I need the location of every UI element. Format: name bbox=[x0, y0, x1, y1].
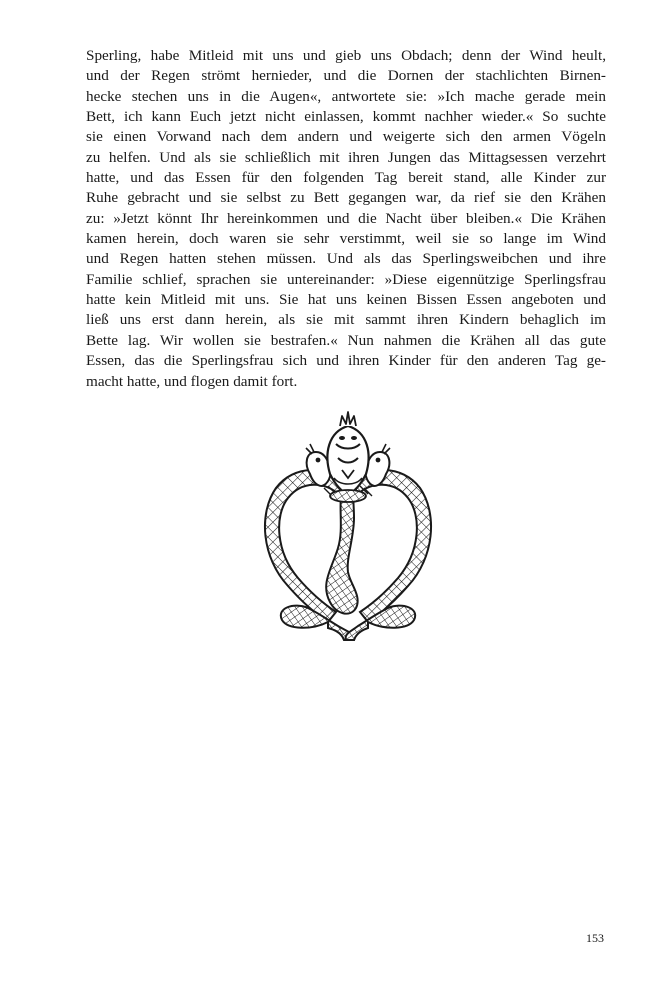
text-line-last: macht hatte, und flogen damit fort. bbox=[86, 372, 298, 390]
text-line: Ruhe gebracht und sie selbst zu Bett gegangen war, da rief sie den Krähen bbox=[86, 189, 606, 207]
text-line: und der Regen strömt hernieder, und die Dornen der stachlichten Birnen- bbox=[86, 67, 606, 85]
text-line: hatte kein Mitleid mit uns. Sie hat uns keinen Bissen Essen angeboten und bbox=[86, 291, 606, 309]
text-line: Essen, das die Sperlingsfrau sich und ihren Kinder für den anderen Tag ge- bbox=[86, 352, 606, 370]
text-line: kamen herein, doch waren sie sehr verstimmt, weil sie so lange im Wind bbox=[86, 230, 606, 248]
text-line: Familie schlief, sprachen sie untereinander: »Diese eigennützige Sperlingsfrau bbox=[86, 270, 606, 288]
page-number: 153 bbox=[586, 931, 604, 945]
text-line: Bett, ich kann Euch jetzt nicht einlassen, kommt nachher wieder.« So suchte bbox=[86, 108, 606, 126]
text-line: zu helfen. Und als sie schließlich mit ihren Jungen das Mittagsessen verzehrt bbox=[86, 148, 606, 166]
text-line: hatte, und das Essen für den folgenden Tag bereit stand, alle Kinder zur bbox=[86, 169, 606, 187]
text-line: und Regen hatten stehen müssen. Und als das Sperlingsweibchen und ihre bbox=[86, 250, 606, 268]
text-line: sie einen Vorwand nach dem andern und weigerte sich den armen Vögeln bbox=[86, 128, 606, 146]
text-line: Bette lag. Wir wollen sie bestrafen.« Nun nahmen die Krähen all das gute bbox=[86, 331, 606, 349]
text-line: ließ uns erst dann herein, als sie mit sammt ihren Kindern behaglich im bbox=[86, 311, 606, 329]
text-line: Sperling, habe Mitleid mit uns und gieb uns Obdach; denn der Wind heult, bbox=[86, 47, 606, 64]
text-line: hecke stechen uns in die Augen«, antwortete sie: »Ich mache gerade mein bbox=[86, 87, 606, 105]
body-text bbox=[86, 46, 606, 392]
text-line: zu: »Jetzt könnt Ihr hereinkommen und die Nacht über bleiben.« Die Krähen bbox=[86, 209, 606, 227]
serpent-heart-icon bbox=[258, 408, 438, 648]
